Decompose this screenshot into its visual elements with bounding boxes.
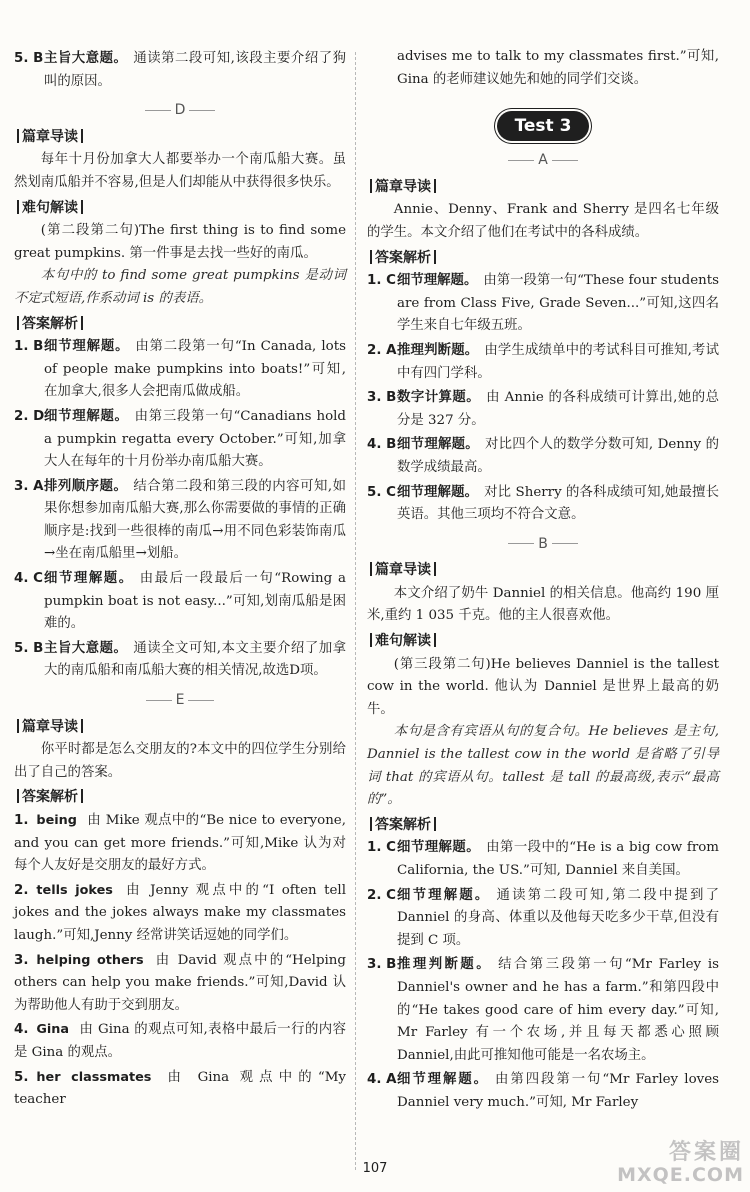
answer-item (14, 1019, 346, 1064)
section-letter-a: A (367, 149, 719, 172)
answer-analysis-heading: 答案解析 (14, 786, 346, 809)
question-type: 推理判断题。 (397, 342, 479, 358)
guide-text: 你平时都是怎么交朋友的?本文中的四位学生分别给出了自己的答案。 (14, 742, 346, 780)
answer-explanation: 由 Gina 观点中的“My teacher (14, 1069, 346, 1108)
answer-explanation: 通读全文可知,本文主要介绍了加拿大的南瓜船和南瓜船大赛的相关情况,故选D项。 (44, 640, 346, 679)
answer-item (367, 387, 719, 432)
answer-word: Gina (36, 1022, 70, 1038)
answer-number: 1. (14, 813, 29, 828)
hard-sentence-heading: 难句解读 (367, 630, 719, 653)
answer-item (14, 1067, 346, 1112)
answer-item (367, 482, 719, 527)
answer-item (14, 568, 346, 636)
answer-number: 5. C (367, 484, 396, 500)
guide-heading: 篇章导读 (14, 126, 346, 149)
question-type: 数字计算题。 (397, 390, 481, 406)
answer-item (367, 954, 719, 1067)
section-letter-e: E (14, 689, 346, 712)
guide-text: 本文介绍了奶牛 Danniel 的相关信息。他高约 190 厘米,重约 1 035 千克。他的主人很喜欢他。 (367, 585, 719, 624)
answer-item (367, 885, 719, 953)
answer-explanation: 对比 Sherry 的各科成绩可知,她最擅长英语。其他三项均不符合文意。 (397, 484, 720, 523)
answer-item (14, 638, 346, 683)
test-badge: Test 3 (497, 111, 589, 141)
answer-explanation: 由第二段第一句“In Canada, lots of people make pumpkins into boats!”可知,在加拿大,很多人会把南瓜做成船。 (44, 339, 346, 400)
answer-number: 2. C (367, 887, 396, 903)
guide-heading: 篇章导读 (14, 716, 346, 739)
answer-item (14, 476, 346, 566)
answer-explanation: 由最后一段最后一句“Rowing a pumpkin boat is not easy...”可知,划南瓜船是困难的。 (44, 571, 347, 632)
question-type: 细节理解题。 (44, 408, 129, 424)
hard-sentence-heading: 难句解读 (14, 197, 346, 220)
question-type: 排列顺序题。 (44, 478, 128, 494)
right-column (367, 46, 719, 1117)
answer-item (367, 434, 719, 479)
answer-word: being (36, 813, 77, 828)
answer-number: 4. A (367, 1072, 397, 1088)
answer-analysis-heading: 答案解析 (367, 814, 719, 837)
column-divider (355, 52, 356, 1170)
answer-explanation: 由第一段中的“He is a big cow from California, the US.”可知, Danniel 来自美国。 (397, 840, 719, 878)
answer-item (367, 1069, 719, 1114)
answer-item (14, 950, 346, 1018)
section-letter-b: B (367, 533, 719, 556)
answer-number: 3. A (14, 478, 44, 494)
guide-heading: 篇章导读 (367, 176, 719, 199)
answer-explanation-continued: advises me to talk to my classmates first.”可知, Gina 的老师建议她先和她的同学们交谈。 (397, 49, 719, 87)
answer-number: 2. D (14, 408, 45, 424)
question-type: 细节理解题。 (397, 484, 479, 500)
question-type: 细节理解题。 (44, 571, 134, 587)
question-type: 细节理解题。 (397, 437, 479, 453)
guide-heading: 篇章导读 (367, 559, 719, 582)
answer-number: 3. B (367, 957, 397, 973)
answer-number: 1. C (367, 840, 396, 856)
answer-explanation: 由第一段第一句“These four students are from Class Five, Grade Seven...”可知,这四名学生来自七年级五班。 (397, 273, 720, 334)
answer-item (14, 810, 346, 878)
answer-explanation: 由 Annie 的各科成绩可计算出,她的总分是 327 分。 (397, 390, 719, 428)
answer-number: 4. C (14, 571, 43, 587)
answer-analysis-heading: 答案解析 (367, 247, 719, 270)
answer-item (367, 340, 719, 385)
question-type: 细节理解题。 (397, 273, 478, 289)
answer-number: 1. B (14, 339, 44, 355)
answer-explanation: 结合第二段和第三段的内容可知,如果你想参加南瓜船大赛,那么你需要做的事情的正确顺序是:找到一些很棒的南瓜→用不同色彩装饰南瓜→坐在南瓜船里→划船。 (44, 478, 346, 562)
answer-explanation: 由 Jenny 观点中的“I often tell jokes and the jokes always make my classmates laugh.”可知,Jenny 经常讲笑话逗她的同学们。 (14, 882, 346, 943)
guide-text: Annie、Denny、Frank and Sherry 是四名七年级的学生。本文介绍了他们在考试中的各科成绩。 (367, 202, 719, 240)
answer-number: 3. (14, 952, 29, 968)
answer-item (14, 336, 346, 404)
guide-text: 每年十月份加拿大人都要举办一个南瓜船大赛。虽然划南瓜船并不容易,但是人们却能从中获得很多快乐。 (14, 152, 346, 190)
answer-number: 4. B (367, 437, 397, 453)
hard-sentence-text: (第三段第二句)He believes Danniel is the tallest cow in the world. 他认为 Danniel 是世界上最高的奶牛。 (367, 656, 719, 717)
answer-number: 2. (14, 882, 29, 898)
answer-analysis-heading: 答案解析 (14, 313, 346, 336)
question-type: 主旨大意题。 (44, 640, 128, 656)
answer-item (14, 880, 346, 948)
answer-explanation: 由学生成绩单中的考试科目可推知,考试中有四门学科。 (397, 342, 719, 381)
question-type: 细节理解题。 (397, 1072, 490, 1088)
answer-item (14, 48, 346, 93)
hard-sentence-note: 本句中的 to find some great pumpkins 是动词不定式短语,作系动词 is 的表语。 (14, 268, 346, 306)
question-type: 细节理解题。 (397, 840, 481, 856)
answer-number: 3. B (367, 390, 397, 406)
answer-explanation: 由 Mike 观点中的“Be nice to everyone, and you can get more friends.”可知,Mike 认为对每个人友好是交朋友的最好方式。 (14, 813, 346, 874)
answer-item (367, 837, 719, 882)
question-type: 细节理解题。 (44, 339, 130, 355)
answer-explanation: 由 David 观点中的“Helping others can help you make friends.”可知,David 认为帮助他人有助于交到朋友。 (14, 952, 346, 1013)
left-column (14, 48, 346, 1114)
answer-number: 5. (14, 1069, 29, 1085)
watermark-logo: 答案圈 MXQE.COM (617, 1140, 744, 1186)
answer-word: tells jokes (36, 882, 113, 898)
page-number: 107 (362, 1161, 388, 1176)
answer-number: 2. A (367, 342, 397, 358)
answer-explanation: 由第三段第一句“Canadians hold a pumpkin regatta every October.”可知,加拿大人在每年的十月份举办南瓜船大赛。 (44, 408, 346, 470)
question-type: 主旨大意题。 (44, 51, 128, 66)
answer-explanation: 由 Gina 的观点可知,表格中最后一行的内容是 Gina 的观点。 (14, 1022, 346, 1060)
answer-explanation: 通读第二段可知,第二段中提到了 Danniel 的身高、体重以及他每天吃多少干草,但没有提到 C 项。 (397, 887, 720, 948)
answer-explanation: 由第四段第一句“Mr Farley loves Danniel very much.”可知, Mr Farley (397, 1072, 720, 1110)
question-type: 细节理解题。 (397, 887, 491, 903)
question-type: 推理判断题。 (397, 957, 493, 973)
answer-number: 5. B (14, 51, 44, 66)
answer-word: helping others (36, 952, 144, 968)
hard-sentence-text: (第二段第二句)The first thing is to find some great pumpkins. 第一件事是去找一些好的南瓜。 (14, 223, 346, 261)
answer-number: 4. (14, 1022, 29, 1038)
answer-explanation: 结合第三段第一句“Mr Farley is Danniel's owner and he has a farm.”和第四段中的“He takes good care of him every day.”可知, Mr Farley 有一个农场,并且每天都悉心照顾 Danniel,由此可推知他可能是一名农场主。 (397, 957, 719, 1063)
answer-explanation: 对比四个人的数学分数可知, Denny 的数学成绩最高。 (397, 437, 720, 475)
answer-number: 5. B (14, 640, 44, 656)
answer-number: 1. C (367, 273, 396, 289)
answer-item (14, 406, 346, 474)
answer-explanation: 通读第二段可知,该段主要介绍了狗叫的原因。 (44, 51, 346, 89)
answer-word: her classmates (36, 1069, 152, 1085)
answer-item (367, 270, 719, 338)
section-letter-d: D (14, 99, 346, 122)
hard-sentence-note: 本句是含有宾语从句的复合句。He believes 是主句, Danniel is the tallest cow in the world 是省略了引导词 that 的宾语从句。tallest 是 tall 的最高级,表示“最高的”。 (367, 724, 719, 808)
